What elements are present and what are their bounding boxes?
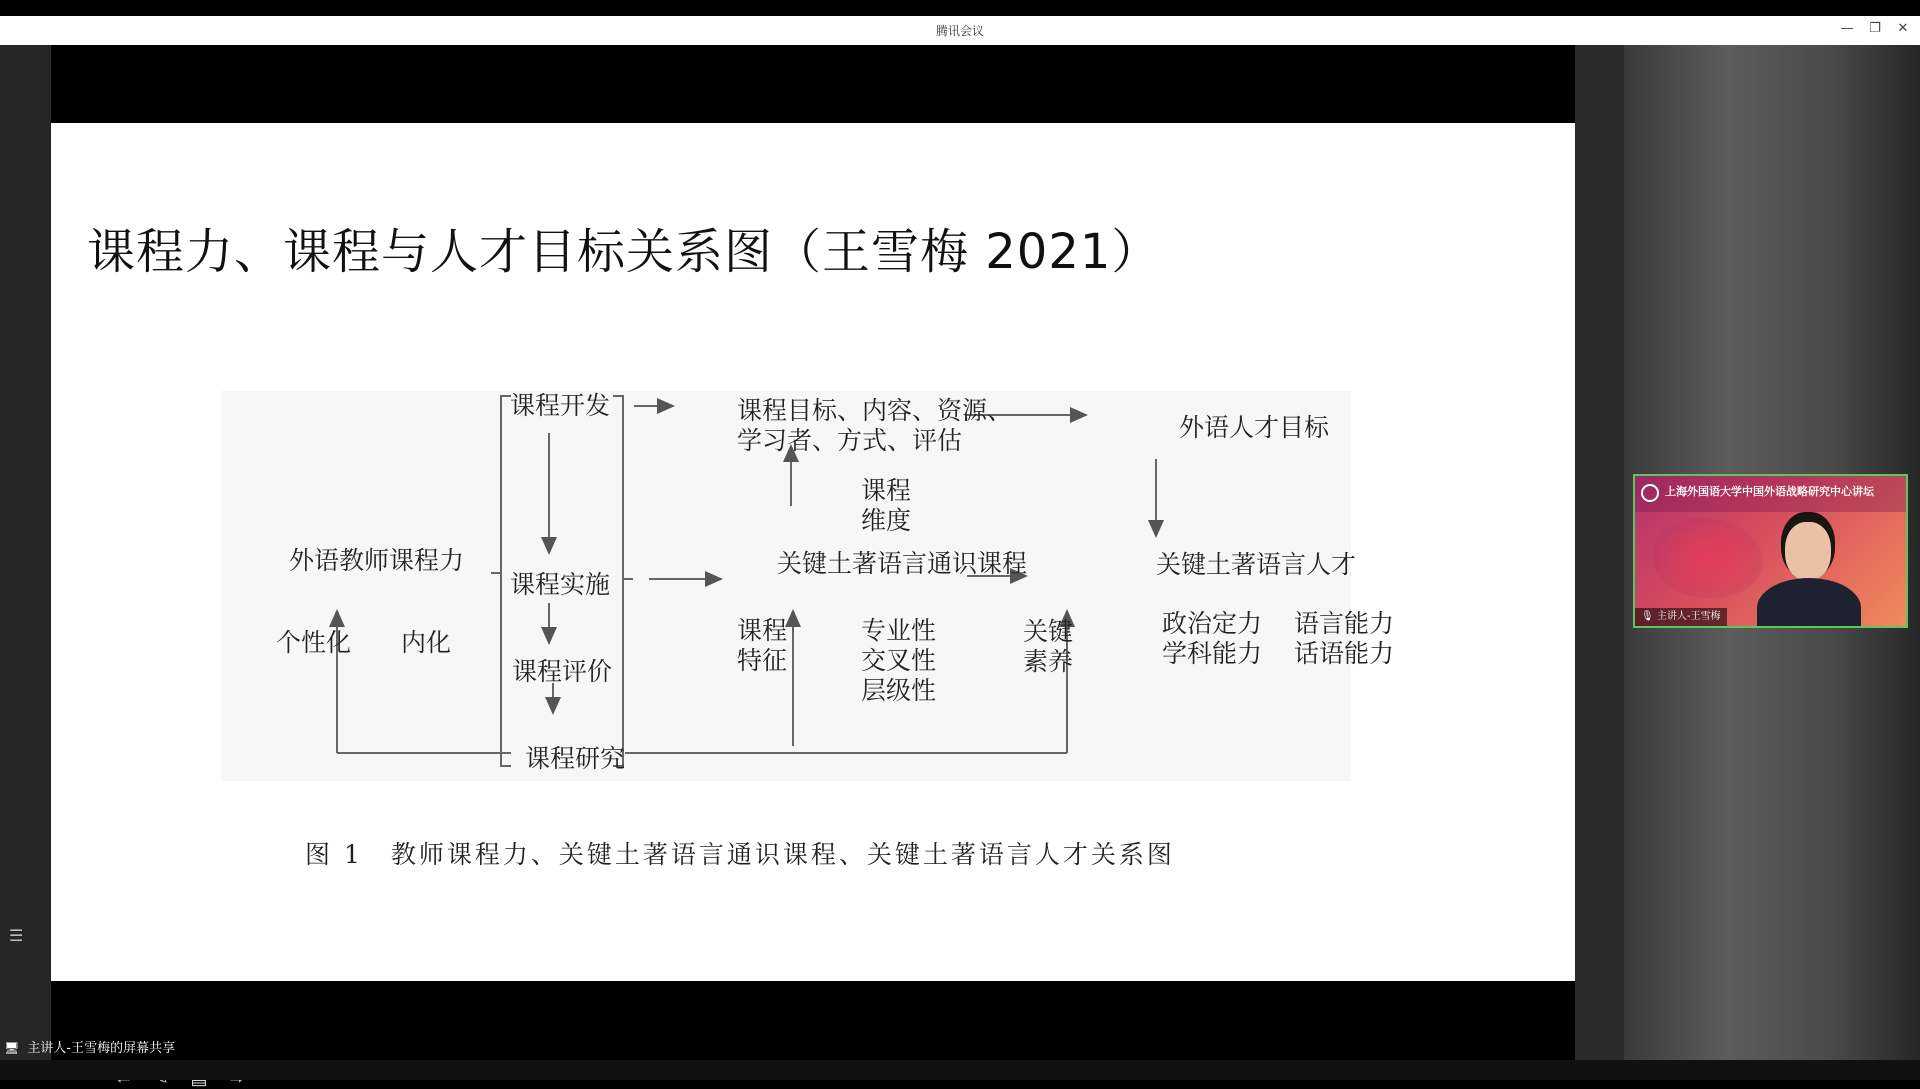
relationship-diagram	[221, 391, 1395, 781]
share-status-label: 主讲人-王雪梅的屏幕共享	[27, 1041, 176, 1056]
node-core-talent: 关键土著语言人才	[1156, 550, 1357, 579]
slide-title: 课程力、课程与人才目标关系图（王雪梅 2021）	[87, 224, 1161, 280]
prop-cross: 交叉性	[861, 646, 937, 675]
capability-discourse: 话语能力	[1294, 639, 1395, 668]
university-logo-icon	[1641, 484, 1659, 502]
node-course-research: 课程研究	[525, 744, 626, 773]
top-black-bar	[0, 0, 1920, 16]
node-course-goals-line1: 课程目标、内容、资源、	[737, 396, 1013, 425]
label-internalization: 内化	[401, 628, 452, 657]
close-icon[interactable]: ✕	[1897, 21, 1909, 36]
app-title: 腾讯会议	[935, 24, 984, 38]
node-course-goals-line2: 学习者、方式、评估	[737, 426, 963, 455]
figure-caption: 图 1 教师课程力、关键土著语言通识课程、关键土著语言人才关系图	[305, 840, 1175, 869]
speaker-name-tag	[1635, 608, 1727, 626]
banner-text: 上海外国语大学中国外语战略研究中心讲坛	[1665, 485, 1874, 498]
node-core-course: 关键土著语言通识课程	[777, 549, 1028, 578]
list-menu-icon[interactable]: ☰	[9, 926, 24, 945]
prop-hierarchical: 层级性	[861, 676, 937, 705]
label-personalization: 个性化	[276, 628, 352, 657]
window-titlebar	[0, 16, 1920, 46]
node-course-evaluation: 课程评价	[512, 657, 613, 686]
capability-political: 政治定力	[1162, 609, 1263, 638]
node-teacher-course-ability: 外语教师课程力	[289, 546, 465, 575]
right-gap	[1575, 45, 1624, 1060]
speaker-avatar	[1755, 516, 1865, 628]
window-controls	[1840, 20, 1910, 38]
restore-icon[interactable]: ❐	[1869, 21, 1881, 36]
speaker-name: 主讲人-王雪梅	[1656, 611, 1721, 622]
label-course-feature-line1: 课程	[737, 616, 788, 645]
label-course-dimension-line1: 课程	[861, 476, 912, 505]
speaker-video-tile[interactable]	[1633, 474, 1908, 628]
china-map-graphic	[1653, 518, 1763, 598]
minimize-icon[interactable]: —	[1840, 21, 1854, 36]
share-status-bar	[0, 1038, 1920, 1058]
label-course-feature-line2: 特征	[737, 646, 788, 675]
node-talent-goal: 外语人才目标	[1179, 413, 1330, 442]
node-course-development: 课程开发	[510, 391, 611, 420]
label-key-literacy-line2: 素养	[1023, 647, 1074, 676]
label-course-dimension-line2: 维度	[861, 506, 912, 535]
capability-language: 语言能力	[1294, 609, 1395, 638]
left-strip	[0, 45, 51, 1060]
label-key-literacy-line1: 关键	[1023, 617, 1074, 646]
presentation-slide	[51, 123, 1575, 981]
microphone-icon: 🎙	[1641, 611, 1654, 622]
bottom-edge	[0, 1060, 1920, 1080]
capability-subject: 学科能力	[1162, 639, 1263, 668]
screen-share-icon: 🖥	[4, 1041, 20, 1055]
video-banner	[1635, 476, 1906, 512]
prop-professional: 专业性	[861, 616, 937, 645]
node-course-implementation: 课程实施	[510, 570, 611, 599]
